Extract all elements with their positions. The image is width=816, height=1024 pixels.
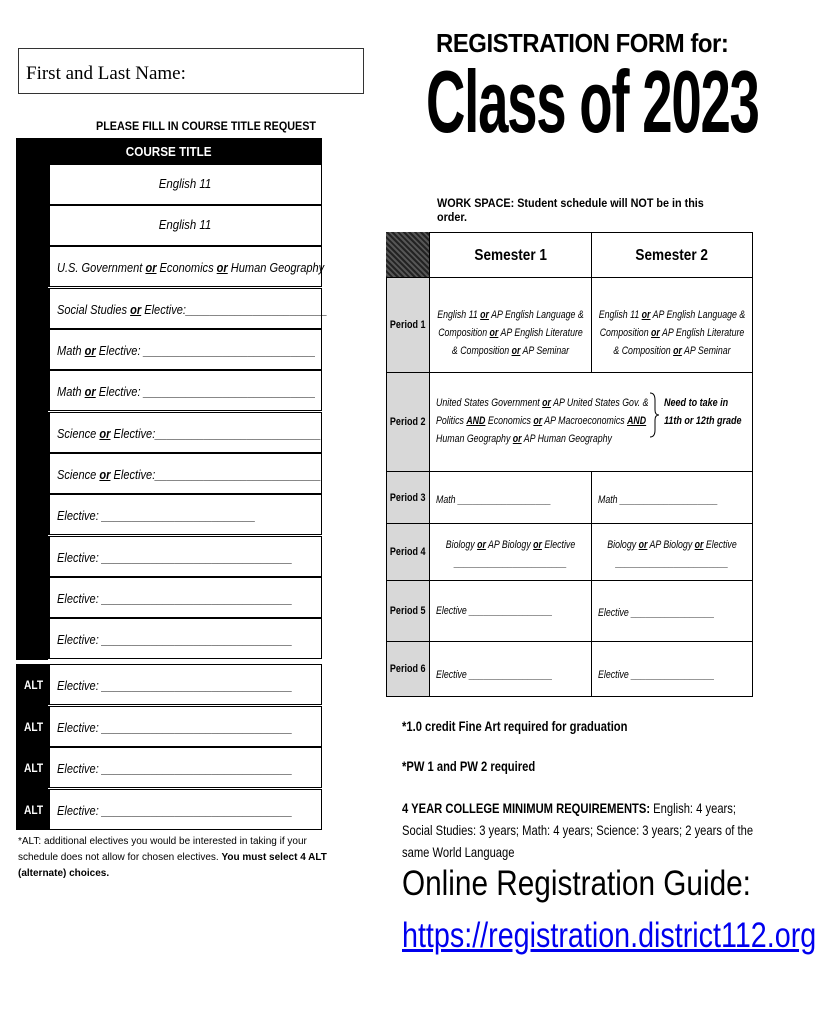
grade-note: Need to take in 11th or 12th grade <box>664 397 742 427</box>
online-guide-heading: Online Registration Guide: <box>402 864 751 903</box>
course-row-number: 2. <box>18 219 27 233</box>
course-row-text: Science or Elective:___________________________ <box>57 467 322 482</box>
name-label: First and Last Name: <box>26 63 186 84</box>
period-1-sem2[interactable]: English 11 or AP English Language & Composition or AP English Literature & Composition or AP Seminar <box>591 277 753 373</box>
period-3-label: Period 3 <box>386 471 430 524</box>
course-row-text: Science or Elective:___________________________ <box>57 426 322 441</box>
course-row-text: Elective: _______________________________ <box>57 761 293 776</box>
course-row-text: Elective: _________________________ <box>57 508 256 523</box>
course-row-number: ALT <box>24 761 44 775</box>
name-field[interactable] <box>18 48 364 94</box>
period-5-sem1[interactable]: Elective _________________ <box>429 580 592 642</box>
course-row-text: Math or Elective: ____________________________ <box>57 343 316 358</box>
course-row-text: English 11 <box>158 217 212 232</box>
course-row-number: ALT <box>24 678 44 692</box>
course-row-number: 4. <box>18 302 27 316</box>
course-row-number: 7. <box>18 426 27 440</box>
workspace-heading: WORK SPACE: Student schedule will NOT be in this order. <box>437 196 704 224</box>
period-3-sem2[interactable]: Math ____________________ <box>591 471 753 524</box>
period-3-sem1[interactable]: Math ___________________ <box>429 471 592 524</box>
period-5-sem2[interactable]: Elective _________________ <box>591 580 753 642</box>
course-row-text: Elective: _______________________________ <box>57 591 293 606</box>
course-row-number: 8. <box>18 467 27 481</box>
course-row-number: 11. <box>18 591 32 605</box>
period-2-cell[interactable]: United States Government or AP United States Gov. & Politics AND Economics or AP Macroeconomics AND Human Geography or AP Human Geography <box>429 372 753 472</box>
course-row-number: ALT <box>24 720 44 734</box>
brace-icon <box>648 392 660 438</box>
registration-link[interactable]: https://registration.district112.org <box>402 916 816 955</box>
period-1-label: Period 1 <box>386 277 430 373</box>
course-row-text: Elective: _______________________________ <box>57 803 293 818</box>
course-row-text: Elective: _______________________________ <box>57 632 293 647</box>
alt-note: *ALT: additional electives you would be interested in taking if your schedule does not allow for chosen electives. You must select 4 ALT (alternate) choices. <box>18 836 327 879</box>
schedule-corner <box>386 232 430 278</box>
registration-title: REGISTRATION FORM for: <box>436 28 729 58</box>
period-6-label: Period 6 <box>386 641 430 697</box>
class-title: Class of 2023 <box>426 52 759 151</box>
pw-note: *PW 1 and PW 2 required <box>402 758 536 774</box>
period-5-label: Period 5 <box>386 580 430 642</box>
period-4-label: Period 4 <box>386 523 430 581</box>
course-row-number: 10. <box>18 550 33 564</box>
fill-request-heading: PLEASE FILL IN COURSE TITLE REQUEST <box>96 119 317 133</box>
college-requirements: 4 YEAR COLLEGE MINIMUM REQUIREMENTS: English: 4 years; Social Studies: 3 years; Math: 4 years; Science: 3 years; 2 years of the same World Language <box>402 800 754 860</box>
course-row-text: U.S. Government or Economics or Human Geography <box>57 260 325 275</box>
period-4-sem2[interactable]: Biology or AP Biology or Elective _______________________ <box>591 523 753 581</box>
course-row-number: 6. <box>18 384 27 398</box>
course-row-text: Elective: _______________________________ <box>57 550 293 565</box>
course-row-number: ALT <box>24 803 44 817</box>
course-row-text: English 11 <box>158 176 212 191</box>
course-title-header: COURSE TITLE <box>16 138 322 164</box>
course-row-number: 1. <box>18 178 27 192</box>
course-row-number: 3. <box>18 260 27 274</box>
semester-2-header: Semester 2 <box>591 232 753 278</box>
fine-art-note: *1.0 credit Fine Art required for graduation <box>402 718 628 734</box>
period-6-sem1[interactable]: Elective _________________ <box>429 641 592 697</box>
course-row-text: Elective: _______________________________ <box>57 720 293 735</box>
number-column <box>16 164 48 660</box>
period-1-sem1[interactable]: English 11 or AP English Language & Composition or AP English Literature & Composition or AP Seminar <box>429 277 592 373</box>
course-row-text: Social Studies or Elective:_______________________ <box>57 302 328 317</box>
course-row-number: 5. <box>18 343 27 357</box>
course-row-number: 9. <box>18 508 27 522</box>
semester-1-header: Semester 1 <box>429 232 592 278</box>
course-row-text: Elective: _______________________________ <box>57 678 293 693</box>
period-2-label: Period 2 <box>386 372 430 472</box>
course-row-number: 12. <box>18 632 33 646</box>
period-4-sem1[interactable]: Biology or AP Biology or Elective _______________________ <box>429 523 592 581</box>
period-6-sem2[interactable]: Elective _________________ <box>591 641 753 697</box>
course-row-text: Math or Elective: ____________________________ <box>57 384 316 399</box>
